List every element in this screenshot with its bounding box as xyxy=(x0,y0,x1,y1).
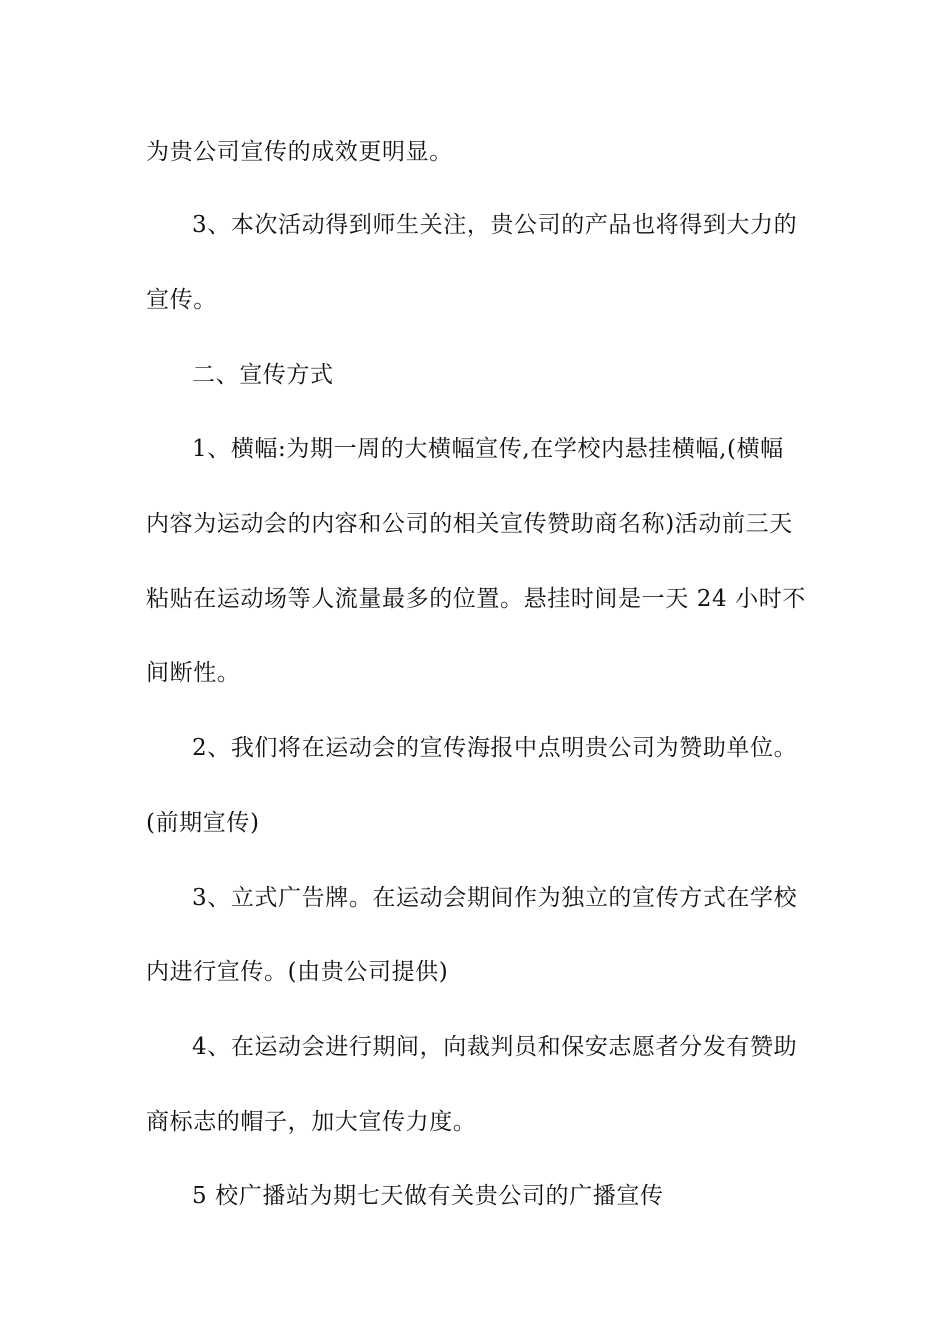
section-heading: 二、宣传方式 xyxy=(192,362,334,388)
paragraph-line: 为贵公司宣传的成效更明显。 xyxy=(146,139,453,165)
paragraph-line: 间断性。 xyxy=(146,660,241,686)
paragraph-line: 2、我们将在运动会的宣传海报中点明贵公司为赞助单位。 xyxy=(192,735,798,761)
paragraph-line: 4、在运动会进行期间，向裁判员和保安志愿者分发有赞助 xyxy=(192,1034,798,1060)
paragraph-line: 粘贴在运动场等人流量最多的位置。悬挂时间是一天 24 小时不 xyxy=(146,586,806,612)
paragraph-line: 内进行宣传。(由贵公司提供) xyxy=(146,959,449,985)
paragraph-line: 3、本次活动得到师生关注，贵公司的产品也将得到大力的 xyxy=(192,212,798,238)
paragraph-line: 商标志的帽子，加大宣传力度。 xyxy=(146,1109,477,1135)
paragraph-line: 宣传。 xyxy=(146,287,217,313)
paragraph-line: 3、立式广告牌。在运动会期间作为独立的宣传方式在学校 xyxy=(192,885,798,911)
paragraph-line: 1、横幅:为期一周的大横幅宣传,在学校内悬挂横幅,(横幅 xyxy=(192,436,784,462)
paragraph-line: 内容为运动会的内容和公司的相关宣传赞助商名称)活动前三天 xyxy=(146,511,793,537)
paragraph-line: 5 校广播站为期七天做有关贵公司的广播宣传 xyxy=(192,1183,664,1209)
paragraph-line: (前期宣传) xyxy=(146,810,260,836)
